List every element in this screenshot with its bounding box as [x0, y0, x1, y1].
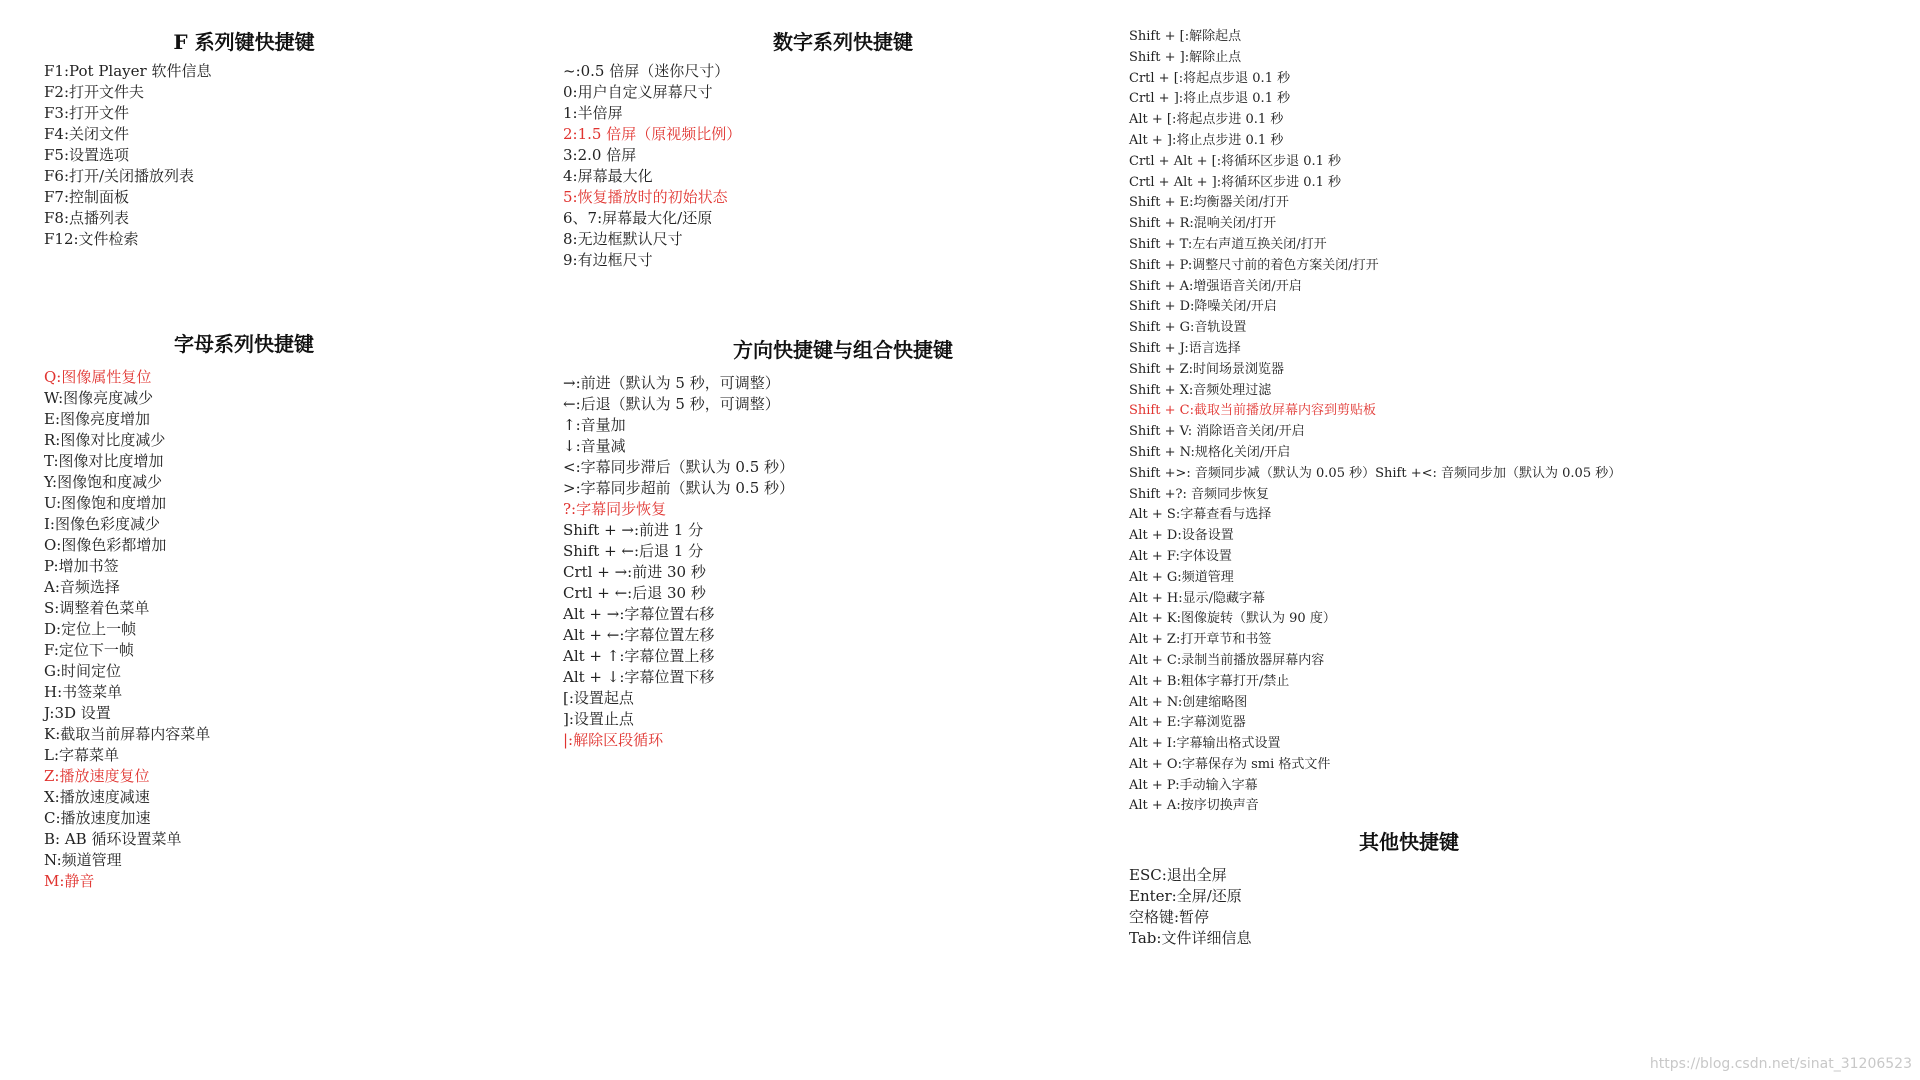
shortcut-item: Shift + D:降噪关闭/开启 [1129, 299, 1277, 315]
shortcut-item: C:播放速度加速 [44, 809, 151, 827]
shortcut-item: H:书签菜单 [44, 683, 123, 701]
combo-keys-section [1129, 27, 1889, 817]
number-keys-title: 数字系列快捷键 [773, 30, 913, 54]
number-keys-list [563, 61, 1123, 271]
shortcut-item: F2:打开文件夫 [44, 83, 145, 101]
shortcut-item: Shift +>: 音频同步减（默认为 0.05 秒）Shift +<: 音频同步加（默认为 0.05 秒） [1129, 465, 1622, 481]
f-keys-title: F 系列键快捷键 [173, 30, 315, 54]
shortcut-item: Alt + D:设备设置 [1129, 528, 1234, 544]
shortcut-item: >:字幕同步超前（默认为 0.5 秒） [563, 479, 795, 497]
shortcut-item: O:图像色彩都增加 [44, 536, 167, 554]
shortcut-item: Shift + T:左右声道互换关闭/打开 [1129, 236, 1327, 252]
shortcut-item: Enter:全屏/还原 [1129, 887, 1242, 905]
direction-keys-list [563, 373, 1123, 751]
shortcut-item: <:字幕同步滞后（默认为 0.5 秒） [563, 458, 795, 476]
shortcut-item: Alt + H:显示/隐藏字幕 [1129, 590, 1266, 606]
shortcut-item: ~:0.5 倍屏（迷你尺寸） [563, 62, 730, 80]
shortcut-item: 9:有边框尺寸 [563, 251, 653, 269]
shortcut-item: Alt + I:字幕输出格式设置 [1129, 736, 1281, 752]
shortcut-item: Shift + [:解除起点 [1129, 29, 1242, 44]
shortcut-item: F7:控制面板 [44, 188, 130, 206]
shortcut-item: ↓:音量减 [563, 437, 626, 455]
shortcut-item: Alt + C:录制当前播放器屏幕内容 [1129, 652, 1325, 668]
shortcut-item: U:图像饱和度增加 [44, 494, 167, 512]
shortcut-item: |:解除区段循环 [563, 731, 664, 749]
shortcut-item: Shift + A:增强语音关闭/开启 [1129, 278, 1302, 294]
shortcut-item: K:截取当前屏幕内容菜单 [44, 725, 211, 743]
shortcut-item: Shift + ←:后退 1 分 [563, 542, 704, 560]
shortcut-item: Alt + Z:打开章节和书签 [1129, 632, 1272, 648]
shortcut-item: 空格键:暂停 [1129, 908, 1210, 926]
shortcut-item: D:定位上一帧 [44, 620, 137, 638]
shortcut-item: Alt + O:字幕保存为 smi 格式文件 [1129, 756, 1331, 772]
shortcut-item: [:设置起点 [563, 689, 634, 707]
shortcut-item: Shift + P:调整尺寸前的着色方案关闭/打开 [1129, 257, 1379, 273]
shortcut-item: Z:播放速度复位 [44, 767, 150, 785]
shortcut-item: 2:1.5 倍屏（原视频比例） [563, 125, 742, 143]
shortcut-item: F4:关闭文件 [44, 125, 130, 143]
shortcut-item: Shift + V: 消除语音关闭/开启 [1129, 424, 1305, 440]
shortcut-item: ]:设置止点 [563, 710, 634, 728]
shortcut-item: Crtl + Alt + ]:将循环区步进 0.1 秒 [1129, 174, 1342, 190]
shortcut-item: ↑:音量加 [563, 416, 626, 434]
shortcut-item: 1:半倍屏 [563, 104, 623, 122]
shortcut-item: Shift + J:语言选择 [1129, 340, 1241, 356]
shortcut-item: Alt + S:字幕查看与选择 [1129, 507, 1272, 523]
shortcut-item: 3:2.0 倍屏 [563, 146, 637, 164]
shortcut-item: Alt + F:字体设置 [1129, 548, 1232, 564]
shortcut-item: Y:图像饱和度减少 [44, 473, 163, 491]
other-keys-section [1129, 826, 1689, 949]
shortcut-item: W:图像亮度减少 [44, 389, 154, 407]
shortcut-item: T:图像对比度增加 [44, 452, 164, 470]
shortcut-item: Shift + E:均衡器关闭/打开 [1129, 195, 1289, 211]
shortcut-item: Alt + E:字幕浏览器 [1129, 715, 1246, 731]
shortcut-item: Alt + A:按序切换声音 [1129, 798, 1259, 814]
shortcut-item: X:播放速度减速 [44, 788, 150, 806]
shortcut-item: N:频道管理 [44, 851, 122, 869]
shortcut-item: Crtl + Alt + [:将循环区步退 0.1 秒 [1129, 153, 1342, 169]
shortcut-item: F5:设置选项 [44, 146, 130, 164]
number-keys-section [563, 26, 1123, 271]
shortcut-item: F6:打开/关闭播放列表 [44, 167, 195, 185]
shortcut-item: Alt + B:粗体字幕打开/禁止 [1129, 673, 1290, 689]
shortcut-item: Alt + G:频道管理 [1129, 569, 1234, 585]
shortcut-item: Alt + →:字幕位置右移 [563, 605, 715, 623]
shortcut-item: E:图像亮度增加 [44, 410, 151, 428]
shortcut-item: S:调整着色菜单 [44, 599, 150, 617]
shortcut-item: Shift + Z:时间场景浏览器 [1129, 361, 1285, 377]
shortcut-item: 0:用户自定义屏幕尺寸 [563, 83, 713, 101]
shortcut-item: ?:字幕同步恢复 [563, 500, 667, 518]
shortcut-item: 8:无边框默认尺寸 [563, 230, 683, 248]
shortcut-item: →:前进（默认为 5 秒，可调整） [563, 374, 780, 392]
letter-keys-section [44, 328, 444, 892]
shortcut-item: F8:点播列表 [44, 209, 130, 227]
shortcut-item: Shift + ]:解除止点 [1129, 49, 1242, 65]
shortcut-item: Shift +?: 音频同步恢复 [1129, 486, 1269, 502]
shortcut-item: Alt + ←:字幕位置左移 [563, 626, 715, 644]
shortcut-item: Tab:文件详细信息 [1129, 929, 1252, 947]
shortcut-item: 4:屏幕最大化 [563, 167, 653, 185]
shortcut-item: P:增加书签 [44, 557, 119, 575]
letter-keys-list [44, 367, 444, 892]
shortcut-item: Crtl + →:前进 30 秒 [563, 563, 706, 581]
shortcut-item: Shift + G:音轨设置 [1129, 320, 1247, 336]
shortcut-item: F1:Pot Player 软件信息 [44, 62, 212, 80]
shortcut-item: Shift + C:截取当前播放屏幕内容到剪贴板 [1129, 403, 1376, 419]
shortcut-item: Alt + [:将起点步进 0.1 秒 [1129, 112, 1284, 128]
shortcut-item: Alt + ↓:字幕位置下移 [563, 668, 715, 686]
direction-keys-section [563, 334, 1123, 751]
shortcut-item: Shift + →:前进 1 分 [563, 521, 704, 539]
shortcut-item: 5:恢复播放时的初始状态 [563, 188, 728, 206]
shortcut-item: A:音频选择 [44, 578, 120, 596]
shortcut-item: ESC:退出全屏 [1129, 866, 1227, 884]
shortcut-item: M:静音 [44, 872, 95, 890]
shortcut-item: Alt + ]:将止点步进 0.1 秒 [1129, 132, 1284, 148]
other-keys-title: 其他快捷键 [1359, 830, 1459, 854]
shortcut-item: Shift + R:混响关闭/打开 [1129, 216, 1277, 232]
shortcut-item: Crtl + [:将起点步退 0.1 秒 [1129, 70, 1291, 86]
shortcut-item: F3:打开文件 [44, 104, 130, 122]
shortcut-item: Shift + N:规格化关闭/开启 [1129, 444, 1291, 460]
shortcut-item: F12:文件检索 [44, 230, 139, 248]
shortcut-item: Crtl + ←:后退 30 秒 [563, 584, 706, 602]
watermark: https://blog.csdn.net/sinat_31206523 [1649, 1056, 1912, 1072]
shortcut-item: I:图像色彩度减少 [44, 515, 160, 533]
shortcut-item: Alt + K:图像旋转（默认为 90 度） [1129, 611, 1336, 627]
f-keys-list [44, 61, 444, 250]
shortcut-item: F:定位下一帧 [44, 641, 134, 659]
shortcut-item: G:时间定位 [44, 662, 122, 680]
shortcut-item: L:字幕菜单 [44, 746, 120, 764]
shortcut-item: B: AB 循环设置菜单 [44, 830, 182, 848]
shortcut-item: Alt + P:手动输入字幕 [1129, 777, 1258, 793]
shortcut-item: J:3D 设置 [44, 704, 111, 722]
shortcut-item: Alt + N:创建缩略图 [1129, 694, 1248, 710]
shortcut-item: Q:图像属性复位 [44, 368, 152, 386]
shortcut-item: 6、7:屏幕最大化/还原 [563, 209, 713, 227]
shortcut-item: R:图像对比度减少 [44, 431, 166, 449]
f-keys-section [44, 26, 444, 250]
shortcut-item: Shift + X:音频处理过滤 [1129, 382, 1272, 398]
shortcut-item: ←:后退（默认为 5 秒，可调整） [563, 395, 780, 413]
letter-keys-title: 字母系列快捷键 [174, 332, 314, 356]
combo-keys-list [1129, 27, 1889, 817]
shortcut-item: Crtl + ]:将止点步退 0.1 秒 [1129, 91, 1291, 107]
other-keys-list [1129, 865, 1689, 949]
direction-keys-title: 方向快捷键与组合快捷键 [733, 338, 953, 362]
shortcut-item: Alt + ↑:字幕位置上移 [563, 647, 715, 665]
